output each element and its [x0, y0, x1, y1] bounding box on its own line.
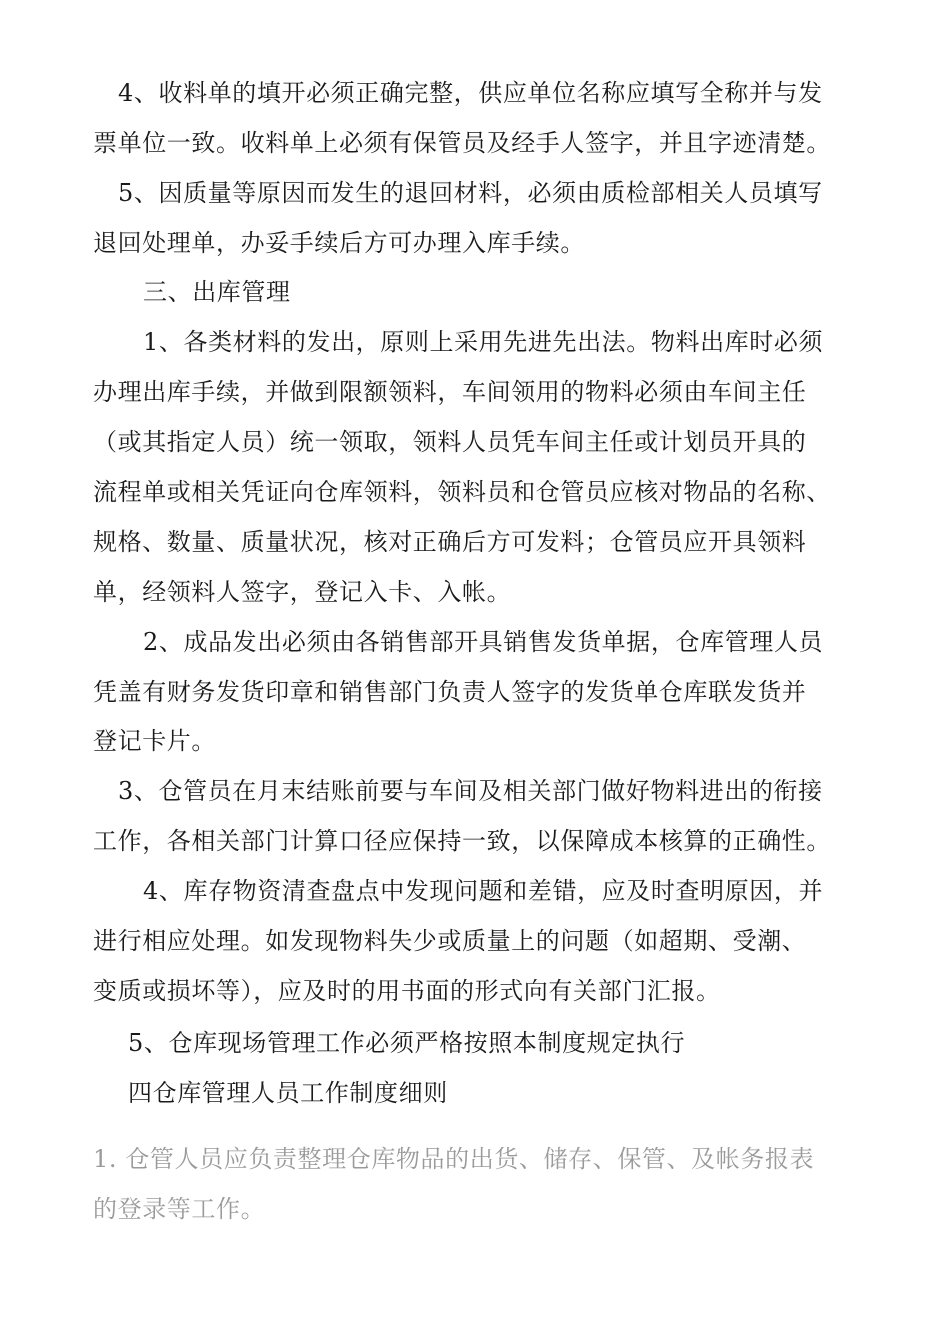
faded-paragraph-line: 1. 仓管人员应负责整理仓库物品的出货、储存、保管、及帐务报表 [93, 1145, 815, 1173]
paragraph-line: 退回处理单，办妥手续后方可办理入库手续。 [93, 229, 585, 257]
paragraph-line: 登记卡片。 [93, 727, 216, 755]
paragraph-line: 3、仓管员在月末结账前要与车间及相关部门做好物料进出的衔接 [118, 777, 823, 805]
paragraph-line: 1、各类材料的发出，原则上采用先进先出法。物料出库时必须 [143, 328, 824, 356]
paragraph-line: 4、收料单的填开必须正确完整，供应单位名称应填写全称并与发 [118, 79, 823, 107]
faded-paragraph-line: 的登录等工作。 [93, 1195, 266, 1223]
paragraph-line: 单，经领料人签字，登记入卡、入帐。 [93, 578, 512, 606]
paragraph-line: 凭盖有财务发货印章和销售部门负责人签字的发货单仓库联发货并 [93, 678, 807, 706]
paragraph-line: 4、库存物资清查盘点中发现问题和差错，应及时查明原因，并 [143, 877, 824, 905]
paragraph-line: 2、成品发出必须由各销售部开具销售发货单据，仓库管理人员 [143, 628, 824, 656]
paragraph-line: 变质或损坏等），应及时的用书面的形式向有关部门汇报。 [93, 977, 721, 1005]
paragraph-line: 进行相应处理。如发现物料失少或质量上的问题（如超期、受潮、 [93, 927, 807, 955]
section-heading: 三、出库管理 [143, 278, 291, 306]
paragraph-line: 5、因质量等原因而发生的退回材料，必须由质检部相关人员填写 [118, 179, 823, 207]
paragraph-line: 办理出库手续，并做到限额领料，车间领用的物料必须由车间主任 [93, 378, 807, 406]
section-heading: 四仓库管理人员工作制度细则 [128, 1079, 448, 1107]
paragraph-line: 规格、数量、质量状况，核对正确后方可发料；仓管员应开具领料 [93, 528, 807, 556]
paragraph-line: （或其指定人员）统一领取，领料人员凭车间主任或计划员开具的 [93, 428, 807, 456]
paragraph-line: 工作，各相关部门计算口径应保持一致，以保障成本核算的正确性。 [93, 827, 831, 855]
paragraph-line: 5、仓库现场管理工作必须严格按照本制度规定执行 [128, 1029, 686, 1057]
paragraph-line: 票单位一致。收料单上必须有保管员及经手人签字，并且字迹清楚。 [93, 129, 831, 157]
paragraph-line: 流程单或相关凭证向仓库领料，领料员和仓管员应核对物品的名称、 [93, 478, 831, 506]
